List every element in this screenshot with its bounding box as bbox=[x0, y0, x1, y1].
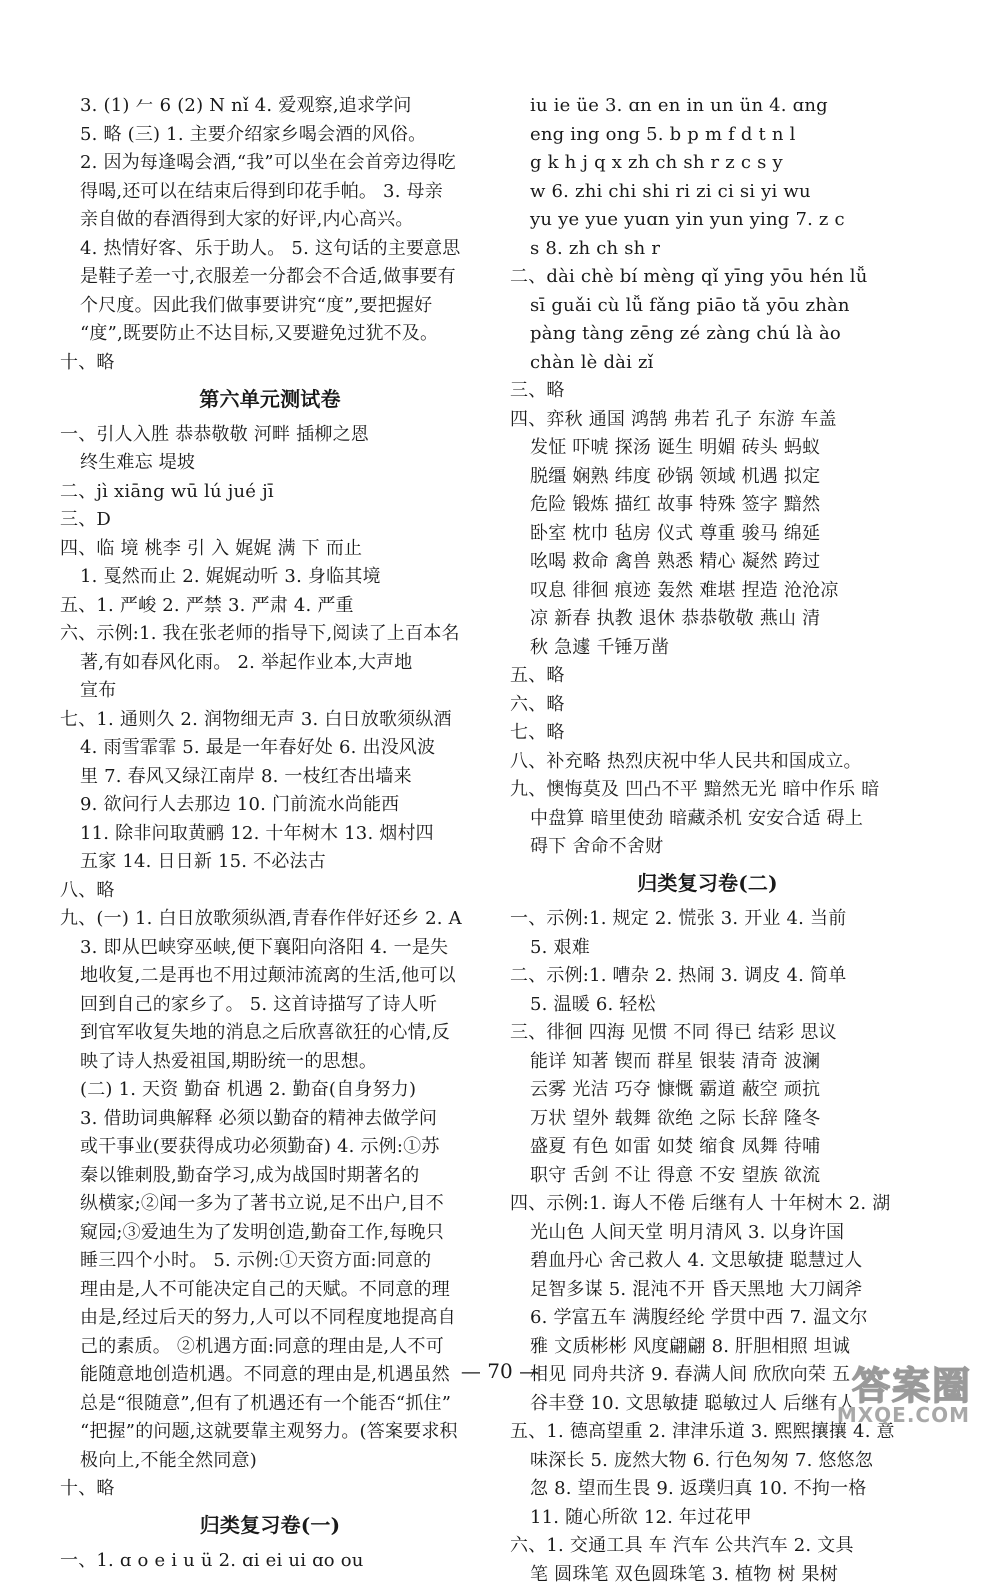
text-line: 著,有如春风化雨。 2. 举起作业本,大声地 bbox=[80, 651, 413, 673]
text-line: 光山色 人间天堂 明月清风 3. 以身许国 bbox=[530, 1221, 845, 1243]
text-line: 云雾 光洁 巧夺 慷慨 霸道 蔽空 顽抗 bbox=[530, 1079, 821, 1100]
text-line: 中盘算 暗里使劲 暗藏杀机 安安合适 碍上 bbox=[530, 807, 864, 829]
text-line: 卧室 枕巾 毡房 仪式 尊重 骏马 绵延 bbox=[530, 522, 821, 544]
text-line: 七、略 bbox=[510, 722, 565, 743]
text-line: 五家 14. 日日新 15. 不必法古 bbox=[80, 851, 326, 872]
text-line: 己的素质。 ②机遇方面:同意的理由是,人不可 bbox=[80, 1335, 444, 1357]
text-line: pàng tàng zēng zé zàng chú là ào bbox=[530, 323, 841, 344]
text-line: 由是,经过后天的努力,人可以不同程度地提高自 bbox=[80, 1307, 456, 1328]
text-line: “把握”的问题,这就要靠主观努力。(答案要求积 bbox=[80, 1421, 458, 1442]
text-line: 四、临 境 桃李 引 入 娓娓 满 下 而止 bbox=[60, 537, 363, 559]
text-line: 忽 8. 望而生畏 9. 返璞归真 10. 不拘一格 bbox=[530, 1478, 867, 1499]
text-line: 3. 即从巴峡穿巫峡,便下襄阳向洛阳 4. 一是失 bbox=[80, 936, 449, 958]
text-line: 六、1. 交通工具 车 汽车 公共汽车 2. 文具 bbox=[510, 1535, 854, 1556]
text-line: 万状 望外 载舞 欲绝 之际 长辞 隆冬 bbox=[530, 1107, 821, 1129]
text-line: 盛夏 有色 如雷 如焚 缩食 凤舞 待哺 bbox=[530, 1136, 821, 1157]
text-line: 终生难忘 堤坡 bbox=[80, 452, 196, 473]
text-line: 四、示例:1. 诲人不倦 后继有人 十年树木 2. 湖 bbox=[510, 1193, 891, 1214]
text-line: 纵横家;②闻一多为了著书立说,足不出户,目不 bbox=[80, 1193, 444, 1214]
section-heading: 第六单元测试卷 bbox=[199, 386, 341, 411]
text-line: 5. 略 (三) 1. 主要介绍家乡喝会酒的风俗。 bbox=[80, 123, 427, 145]
text-line: 4. 热情好客、乐于助人。 5. 这句话的主要意思 bbox=[80, 237, 461, 259]
text-line: 回到自己的家乡了。 5. 这首诗描写了诗人听 bbox=[80, 993, 438, 1015]
text-line: 味深长 5. 庞然大物 6. 行色匆匆 7. 悠悠忽 bbox=[530, 1449, 874, 1471]
text-line: 碧血丹心 舍己救人 4. 文思敏捷 聪慧过人 bbox=[530, 1250, 863, 1271]
text-line: 地收复,二是再也不用过颠沛流离的生活,他可以 bbox=[80, 965, 456, 986]
text-line: 能随意地创造机遇。不同意的理由是,机遇虽然 bbox=[80, 1364, 450, 1385]
text-line: s 8. zh ch sh r bbox=[530, 237, 661, 259]
text-line: 一、引人入胜 恭恭敬敬 河畔 插柳之恩 bbox=[60, 423, 369, 445]
text-line: 十、略 bbox=[60, 351, 115, 373]
text-line: 个尺度。因此我们做事要讲究“度”,要把握好 bbox=[80, 294, 433, 316]
watermark-url-text: MXQE.COM bbox=[836, 1403, 970, 1427]
text-line: 十、略 bbox=[60, 1478, 115, 1499]
text-line: 2. 因为每逢喝会酒,“我”可以坐在会首旁边得吃 bbox=[80, 152, 456, 173]
text-line: 是鞋子差一寸,衣服差一分都会不合适,做事要有 bbox=[80, 266, 456, 287]
text-line: 凉 新春 执教 退休 恭恭敬敬 燕山 清 bbox=[530, 608, 821, 629]
text-line: 二、dài chè bí mèng qǐ yīng yōu hén lǚ bbox=[510, 266, 868, 287]
text-line: “度”,既要防止不达目标,又要避免过犹不及。 bbox=[80, 323, 439, 344]
text-line: 三、D bbox=[60, 509, 112, 530]
text-line: yu ye yue yuɑn yin yun ying 7. z c bbox=[530, 209, 845, 230]
text-line: 极向上,不能全然同意) bbox=[80, 1449, 257, 1471]
text-line: 一、示例:1. 规定 2. 慌张 3. 开业 4. 当前 bbox=[510, 908, 847, 929]
page-number: — 70 — bbox=[460, 1359, 540, 1383]
text-line: 里 7. 春风又绿江南岸 8. 一枝红杏出墙来 bbox=[80, 765, 412, 787]
text-line: 4. 雨雪霏霏 5. 最是一年春好处 6. 出没风波 bbox=[80, 737, 436, 758]
left-column bbox=[60, 95, 480, 1579]
text-line: 5. 温暖 6. 轻松 bbox=[530, 993, 656, 1015]
text-line: eng ing ong 5. b p m f d t n l bbox=[530, 123, 796, 145]
text-line: 发怔 吓唬 探汤 诞生 明媚 砖头 蚂蚁 bbox=[530, 437, 821, 458]
text-line: 五、略 bbox=[510, 665, 565, 686]
section-heading: 归类复习卷(二) bbox=[637, 871, 778, 895]
text-line: 笔 圆珠笔 双色圆珠笔 3. 植物 树 果树 bbox=[530, 1563, 838, 1585]
text-line: 秋 急遽 千锤万凿 bbox=[530, 636, 670, 658]
text-line: 9. 欲问行人去那边 10. 门前流水尚能西 bbox=[80, 794, 400, 815]
text-line: 八、略 bbox=[60, 879, 115, 901]
text-line: 谷丰登 10. 文思敏捷 聪敏过人 后继有人 bbox=[530, 1392, 856, 1414]
text-line: 六、示例:1. 我在张老师的指导下,阅读了上百本名 bbox=[60, 623, 460, 644]
text-line: chàn lè dài zǐ bbox=[530, 351, 654, 373]
text-line: 窥园;③爱迪生为了发明创造,勤奋工作,每晚只 bbox=[80, 1221, 444, 1243]
text-line: 3. (1) 𠂉 6 (2) N nǐ 4. 爱观察,追求学问 bbox=[80, 95, 412, 116]
text-line: 11. 除非问取黄鹂 12. 十年树木 13. 烟村四 bbox=[80, 822, 434, 844]
text-line: 亲自做的春酒得到大家的好评,内心高兴。 bbox=[80, 209, 414, 230]
text-line: 秦以锥刺股,勤奋学习,成为战国时期著名的 bbox=[80, 1164, 420, 1186]
text-line: sī guǎi cù lǚ fǎng piāo tǎ yōu zhàn bbox=[530, 294, 850, 316]
text-line: 能详 知著 锲而 群星 银装 清奇 波澜 bbox=[530, 1050, 821, 1072]
text-line: 二、jì xiāng wū lú jué jī bbox=[60, 480, 274, 502]
text-line: iu ie üe 3. ɑn en in un ün 4. ɑng bbox=[530, 95, 828, 116]
text-line: 一、1. ɑ o e i u ü 2. ɑi ei ui ɑo ou bbox=[60, 1550, 364, 1571]
text-line: 足智多谋 5. 混沌不开 昏天黑地 大刀阔斧 bbox=[530, 1278, 863, 1300]
text-line: 九、(一) 1. 白日放歌须纵酒,青春作伴好还乡 2. A bbox=[60, 908, 462, 929]
text-line: 1. 戛然而止 2. 娓娓动听 3. 身临其境 bbox=[80, 566, 381, 587]
text-line: 宣布 bbox=[80, 680, 117, 701]
watermark-logo bbox=[830, 1355, 980, 1427]
text-line: 职守 舌剑 不让 得意 不安 望族 欲流 bbox=[530, 1164, 821, 1186]
text-line: 碍下 舍命不舍财 bbox=[530, 836, 664, 857]
text-line: 睡三四个小时。 5. 示例:①天资方面:同意的 bbox=[80, 1250, 432, 1271]
text-line: 到官军收复失地的消息之后欣喜欲狂的心情,反 bbox=[80, 1022, 450, 1043]
text-line: 危险 锻炼 描红 故事 特殊 签字 黯然 bbox=[530, 494, 821, 515]
text-line: 吆喝 救命 禽兽 熟悉 精心 凝然 跨过 bbox=[530, 551, 821, 572]
text-line: 五、1. 德高望重 2. 津津乐道 3. 熙熙攘攘 4. 意 bbox=[510, 1421, 895, 1442]
text-line: 映了诗人热爱祖国,期盼统一的思想。 bbox=[80, 1050, 378, 1072]
text-line: 叹息 徘徊 痕迹 轰然 难堪 捏造 沧沧凉 bbox=[530, 579, 839, 601]
text-line: 得喝,还可以在结束后得到印花手帕。 3. 母亲 bbox=[80, 180, 443, 202]
text-line: 二、示例:1. 嘈杂 2. 热闹 3. 调皮 4. 简单 bbox=[510, 965, 847, 986]
section-heading: 归类复习卷(一) bbox=[199, 1513, 341, 1537]
text-line: 11. 随心所欲 12. 年过花甲 bbox=[530, 1506, 752, 1528]
text-line: g k h j q x zh ch sh r z c s y bbox=[530, 152, 783, 173]
text-line: 脱缰 娴熟 纬度 砂锅 领域 机遇 拟定 bbox=[530, 465, 821, 487]
text-line: 总是“很随意”,但有了机遇还有一个能否“抓住” bbox=[80, 1392, 452, 1414]
text-line: 八、补充略 热烈庆祝中华人民共和国成立。 bbox=[510, 750, 862, 772]
text-line: 三、徘徊 四海 见惯 不同 得已 结彩 思议 bbox=[510, 1022, 837, 1043]
text-line: 六、略 bbox=[510, 693, 565, 715]
text-line: 雅 文质彬彬 风度翩翩 8. 肝胆相照 坦诚 bbox=[530, 1335, 851, 1357]
text-line: (二) 1. 天资 勤奋 机遇 2. 勤奋(自身努力) bbox=[80, 1079, 417, 1100]
text-line: 四、弈秋 通国 鸿鹄 弗若 孔子 东游 车盖 bbox=[510, 408, 837, 430]
text-line: 相见 同舟共济 9. 春满人间 欣欣向荣 五 bbox=[530, 1364, 851, 1385]
text-line: 理由是,人不可能决定自己的天赋。不同意的理 bbox=[80, 1278, 450, 1300]
text-line: 七、1. 通则久 2. 润物细无声 3. 白日放歌须纵酒 bbox=[60, 708, 452, 730]
text-line: 5. 艰难 bbox=[530, 936, 590, 958]
text-line: 6. 学富五车 满腹经纶 学贯中西 7. 温文尔 bbox=[530, 1307, 868, 1328]
text-line: 三、略 bbox=[510, 380, 565, 401]
watermark-main-text: 答案圈 bbox=[851, 1364, 972, 1408]
text-line: 九、懊悔莫及 凹凸不平 黯然无光 暗中作乐 暗 bbox=[510, 779, 880, 800]
text-line: 3. 借助词典解释 必须以勤奋的精神去做学问 bbox=[80, 1107, 438, 1129]
text-line: 或干事业(要获得成功必须勤奋) 4. 示例:①苏 bbox=[80, 1136, 440, 1157]
text-line: w 6. zhi chi shi ri zi ci si yi wu bbox=[530, 180, 811, 202]
text-line: 五、1. 严峻 2. 严禁 3. 严肃 4. 严重 bbox=[60, 594, 354, 616]
